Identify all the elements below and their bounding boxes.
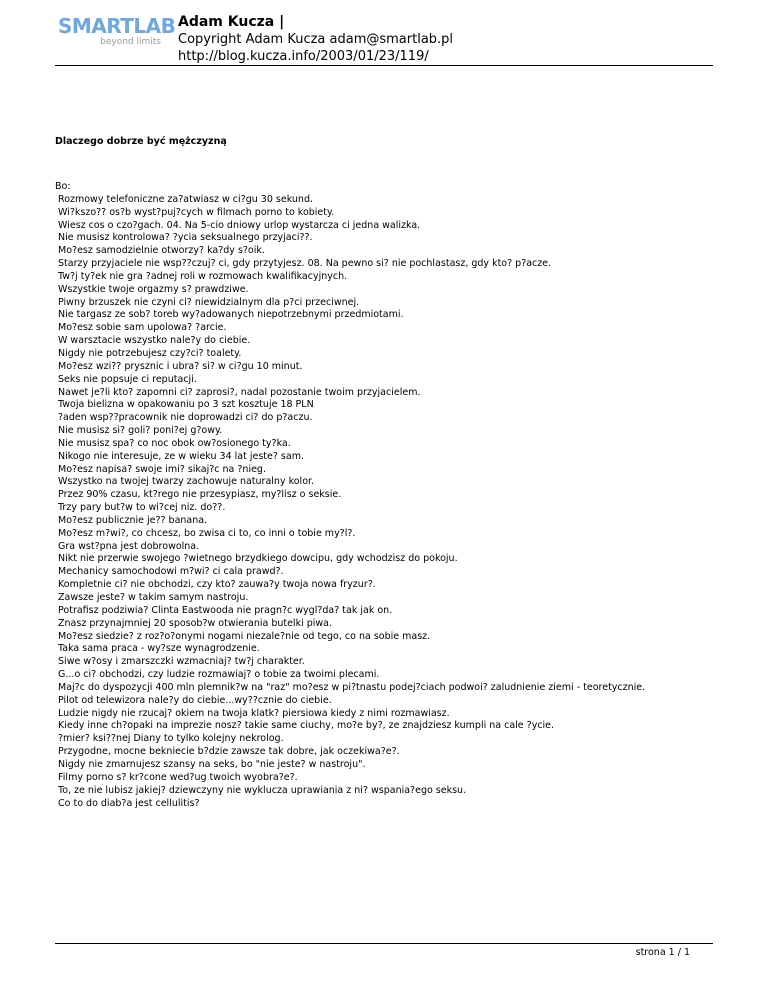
- body-line: Nawet je?li kto? zapomni ci? zaprosi?, nadal pozostanie twoim przyjacielem.: [55, 386, 421, 398]
- body-line: Nie targasz ze sob? toreb wy?adowanych niepotrzebnymi przedmiotami.: [55, 309, 404, 321]
- body-line: Taka sama praca - wy?sze wynagrodzenie.: [55, 643, 260, 655]
- body-line: Nigdy nie zmarnujesz szansy na seks, bo "nie jeste? w nastroju".: [55, 758, 366, 770]
- body-line: Wszystko na twojej twarzy zachowuje naturalny kolor.: [55, 476, 315, 488]
- body-line: Potrafisz podziwia? Clinta Eastwooda nie pragn?c wygl?da? tak jak on.: [55, 604, 393, 616]
- logo-tagline: beyond limits: [100, 37, 161, 47]
- body-line: Mo?esz wzi?? prysznic i ubra? si? w ci?gu 10 minut.: [55, 360, 303, 372]
- body-line: Mo?esz sobie sam upolowa? ?arcie.: [55, 322, 227, 334]
- body-line: Nigdy nie potrzebujesz czy?ci? toalety.: [55, 347, 242, 359]
- source-url: http://blog.kucza.info/2003/01/23/119/: [178, 49, 429, 64]
- body-line: Rozmowy telefoniczne za?atwiasz w ci?gu 30 sekund.: [55, 193, 313, 205]
- body-line: Nie musisz kontrolowa? ?ycia seksualnego przyjaci??.: [55, 232, 313, 244]
- body-line: W warsztacie wszystko nale?y do ciebie.: [55, 335, 251, 347]
- body-line: Bo:: [55, 181, 71, 192]
- document-body: [55, 181, 725, 810]
- body-line: Kiedy inne ch?opaki na imprezie nosz? takie same ciuchy, mo?e by?, ze znajdziesz kumpli na cale ?ycie.: [55, 720, 555, 732]
- body-line: Starzy przyjaciele nie wsp??czuj? ci, gdy przytyjesz. 08. Na pewno si? nie pochlastasz, gdy kto? p?acze.: [55, 258, 552, 270]
- body-line: Nikogo nie interesuje, ze w wieku 34 lat jeste? sam.: [55, 450, 304, 462]
- body-line: Pilot od telewizora nale?y do ciebie...wy??cznie do ciebie.: [55, 694, 332, 706]
- smartlab-logo: [58, 14, 176, 47]
- body-line: Nikt nie przerwie swojego ?wietnego brzydkiego dowcipu, gdy wchodzisz do pokoju.: [55, 553, 458, 565]
- body-line: Wi?kszo?? os?b wyst?puj?cych w filmach porno to kobiety.: [55, 206, 335, 218]
- logo-wordmark: SMARTLAB: [58, 14, 176, 38]
- body-line: Tw?j ty?ek nie gra ?adnej roli w rozmowach kwalifikacyjnych.: [55, 270, 348, 282]
- body-line: Trzy pary but?w to wi?cej niz. do??.: [55, 502, 226, 514]
- body-line: Przez 90% czasu, kt?rego nie przesypiasz, my?lisz o seksie.: [55, 489, 342, 501]
- body-line: Co to do diab?a jest cellulitis?: [55, 797, 200, 809]
- body-line: Nie musisz spa? co noc obok ow?osionego ty?ka.: [55, 437, 291, 449]
- body-line: Gra wst?pna jest dobrowolna.: [55, 540, 200, 552]
- body-line: Przygodne, mocne bekniecie b?dzie zawsze tak dobre, jak oczekiwa?e?.: [55, 746, 400, 758]
- body-line: Mo?esz samodzielnie otworzy? ka?dy s?oik.: [55, 245, 265, 257]
- body-line: Mo?esz m?wi?, co chcesz, bo zwisa ci to, co inni o tobie my?l?.: [55, 527, 356, 539]
- body-line: Znasz przynajmniej 20 sposob?w otwierania butelki piwa.: [55, 617, 333, 629]
- body-line: Mechanicy samochodowi m?wi? ci cala prawd?.: [55, 566, 284, 578]
- body-line: G...o ci? obchodzi, czy ludzie rozmawiaj? o tobie za twoimi plecami.: [55, 669, 380, 681]
- body-line: Siwe w?osy i zmarszczki wzmacniaj? tw?j charakter.: [55, 656, 305, 668]
- header-divider: [55, 65, 713, 66]
- page-number: strona 1 / 1: [635, 947, 690, 958]
- body-line: Mo?esz siedzie? z roz?o?onymi nogami niezale?nie od tego, co na sobie masz.: [55, 630, 431, 642]
- header-block: [178, 14, 453, 65]
- copyright-line: Copyright Adam Kucza adam@smartlab.pl: [178, 32, 454, 47]
- body-line: Wszystkie twoje orgazmy s? prawdziwe.: [55, 283, 249, 295]
- body-line: Kompletnie ci? nie obchodzi, czy kto? zauwa?y twoja nowa fryzur?.: [55, 579, 376, 591]
- page-title: Adam Kucza |: [178, 14, 285, 30]
- body-line: Maj?c do dyspozycji 400 mln plemnik?w na "raz" mo?esz w pi?tnastu podej?ciach podwoi? zaludnienie ziemi - teoretycznie.: [55, 681, 646, 693]
- body-line: ?aden wsp??pracownik nie doprowadzi ci? do p?aczu.: [55, 412, 313, 424]
- body-line: Mo?esz publicznie je?? banana.: [55, 514, 208, 526]
- body-line: Wiesz cos o czo?gach. 04. Na 5-cio dniowy urlop wystarcza ci jedna walizka.: [55, 219, 421, 231]
- body-line: Nie musisz si? goli? poni?ej g?owy.: [55, 425, 223, 437]
- body-line: Piwny brzuszek nie czyni ci? niewidzialnym dla p?ci przeciwnej.: [55, 296, 360, 308]
- body-line: Seks nie popsuje ci reputacji.: [55, 373, 197, 385]
- body-line: Ludzie nigdy nie rzucaj? okiem na twoja klatk? piersiowa kiedy z nimi rozmawiasz.: [55, 707, 450, 719]
- footer-divider: [55, 943, 713, 944]
- body-line: Twoja bielizna w opakowaniu po 3 szt kosztuje 18 PLN: [55, 399, 314, 411]
- body-line: Mo?esz napisa? swoje imi? sikaj?c na ?nieg.: [55, 463, 266, 475]
- body-line: Zawsze jeste? w takim samym nastroju.: [55, 592, 249, 603]
- document-title: Dlaczego dobrze być mężczyzną: [55, 136, 227, 147]
- body-line: Filmy porno s? kr?cone wed?ug twoich wyobra?e?.: [55, 771, 298, 783]
- body-line: ?mier? ksi??nej Diany to tylko kolejny nekrolog.: [55, 733, 284, 745]
- body-line: To, ze nie lubisz jakiej? dziewczyny nie wyklucza uprawiania z ni? wspania?ego seksu.: [55, 784, 467, 796]
